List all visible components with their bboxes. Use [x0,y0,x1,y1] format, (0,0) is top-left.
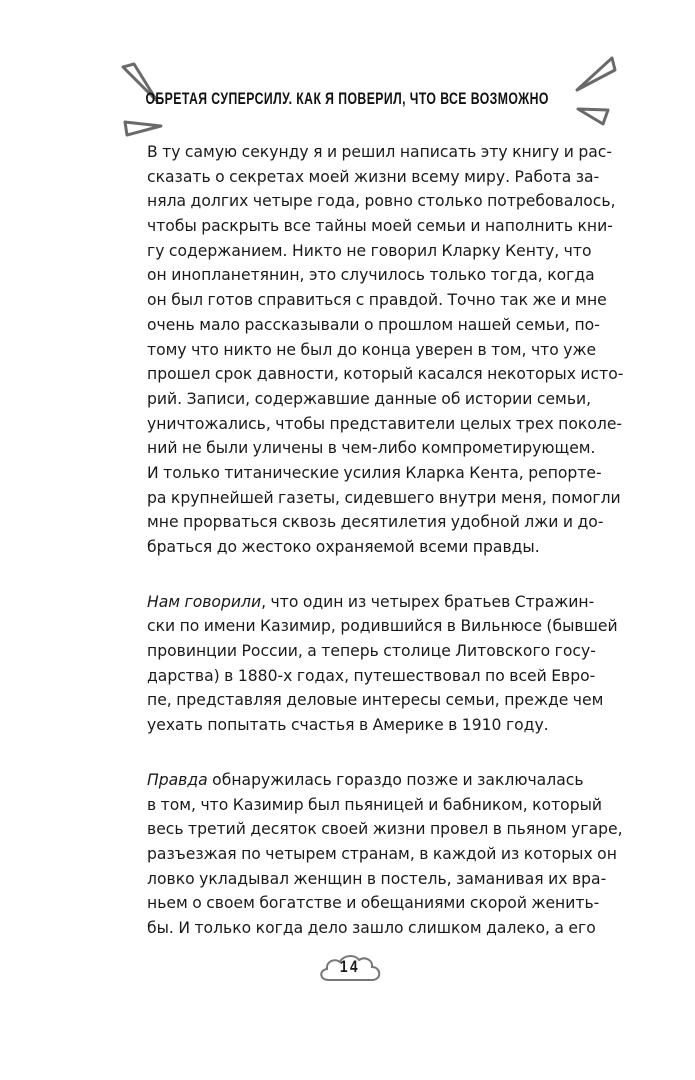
text-line: гу содержанием. Никто не говорил Кларку Кенту, что [147,241,592,260]
text-line: ньем о своем богатстве и обещаниями скорой женить- [147,894,600,913]
text-line: провинции России, а теперь столице Литовского госу- [147,642,596,661]
text-line [147,590,595,615]
text-line: дарства) в 1880-х годах, путешествовал по всей Евро- [147,666,596,685]
text-line: мне прорваться сквозь десятилетия удобной лжи и до- [147,513,604,532]
paragraph [147,140,624,560]
text-line: он инопланетянин, это случилось только тогда, когда [147,266,595,285]
text-line [147,768,584,793]
text-line: браться до жестоко охраняемой всеми правды. [147,538,540,556]
running-header [0,89,695,109]
paragraph [147,590,618,738]
text-line: ра крупнейшей газеты, сидевшего внутри меня, помогли [147,488,621,507]
page-number: 14 [340,957,360,976]
text-line: он был готов справиться с правдой. Точно так же и мне [147,291,607,310]
text-line: бы. И только когда дело зашло слишком далеко, а его [147,918,596,937]
paragraph [147,768,623,941]
text-line: прошел срок давности, который касался некоторых исто- [147,365,624,384]
body-text [147,140,624,971]
text-line: тому что никто не был до конца уверен в том, что уже [147,340,597,359]
text-line: няла долгих четыре года, ровно столько потребовалось, [147,192,616,211]
text-line: очень мало рассказывали о прошлом нашей семьи, по- [147,315,600,334]
text-line: уничтожались, чтобы представители целых трех поколе- [147,414,623,433]
text-line: ски по имени Казимир, родившийся в Вильнюсе (бывшей [147,617,618,636]
line-rest: , что один из четырех братьев Стражин- [261,592,595,611]
text-line: В ту самую секунду я и решил написать эту книгу и рас- [147,143,612,161]
italic-lead: Правда [147,770,208,789]
text-line: уехать попытать счастья в Америке в 1910 году. [147,716,549,735]
text-line: весь третий десяток своей жизни провел в пьяном угаре, [147,820,623,839]
italic-lead: Нам говорили [147,592,262,611]
text-line: разъезжая по четырем странам, в каждой из которых он [147,844,617,863]
text-line: И только титанические усилия Кларка Кента, репорте- [147,463,602,482]
text-line: чтобы раскрыть все тайны моей семьи и наполнить кни- [147,217,613,236]
line-rest: обнаружилась гораздо позже и заключалась [207,770,584,789]
text-line: ний не были уличены в чем-либо компрометирующем. [147,439,596,458]
text-line: пе, представляя деловые интересы семьи, прежде чем [147,691,604,710]
text-line: ловко укладывал женщин в постель, заманивая их вра- [147,869,607,888]
text-line: сказать о секретах моей жизни всему миру. Работа за- [147,167,600,186]
page-number-cloud [315,950,385,988]
text-line: в том, что Казимир был пьяницей и бабником, который [147,795,603,814]
text-line: рий. Записи, содержавшие данные об истории семьи, [147,389,592,408]
running-header-text: ОБРЕТАЯ СУПЕРСИЛУ. КАК Я ПОВЕРИЛ, ЧТО ВСЕ ВОЗМОЖНО [145,89,550,108]
